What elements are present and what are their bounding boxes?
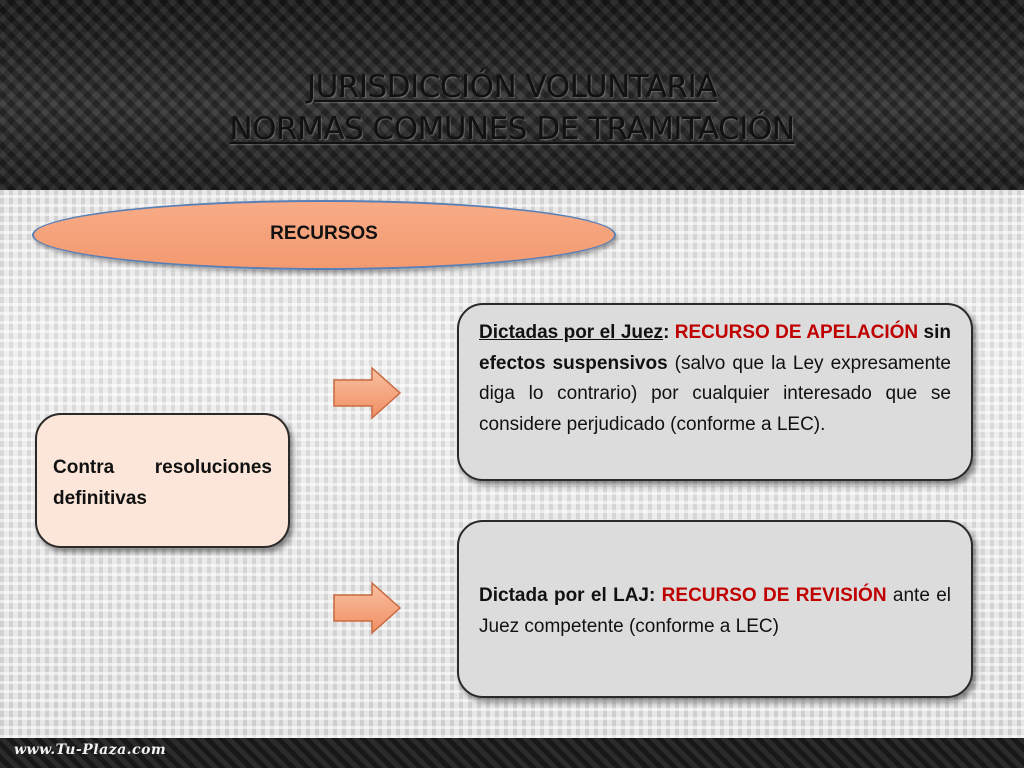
laj-lead: Dictada por el LAJ: bbox=[479, 585, 662, 606]
review-rest: ante el Juez competente (conforme a LEC) bbox=[479, 585, 952, 637]
appeal-effect: sin efectos suspensivos bbox=[479, 322, 951, 374]
laj-review-box bbox=[457, 520, 973, 698]
title-line-1: JURISDICCIÓN VOLUNTARIA bbox=[307, 69, 717, 105]
judge-colon: : bbox=[663, 322, 675, 343]
title-line-2: NORMAS COMUNES DE TRAMITACIÓN bbox=[229, 111, 795, 147]
right-arrow-icon bbox=[332, 581, 402, 635]
right-arrow-icon bbox=[332, 366, 402, 420]
judge-appeal-box bbox=[457, 303, 973, 481]
oval-label: RECURSOS bbox=[270, 223, 378, 244]
slide-title bbox=[0, 66, 1024, 150]
review-remedy: RECURSO DE REVISIÓN bbox=[661, 585, 887, 606]
recursos-oval bbox=[32, 200, 616, 270]
appeal-rest: (salvo que la Ley expresamente diga lo contrario) por cualquier interesado que se considere perjudicado (conforme a LEC). bbox=[479, 352, 951, 435]
judge-lead: Dictadas por el Juez bbox=[479, 322, 664, 343]
footer-logo: www.Tu-Plaza.com bbox=[14, 742, 167, 758]
resolutions-text: Contra resoluciones definitivas bbox=[53, 457, 272, 509]
resolutions-box bbox=[35, 413, 290, 548]
appeal-remedy: RECURSO DE APELACIÓN bbox=[674, 322, 919, 343]
